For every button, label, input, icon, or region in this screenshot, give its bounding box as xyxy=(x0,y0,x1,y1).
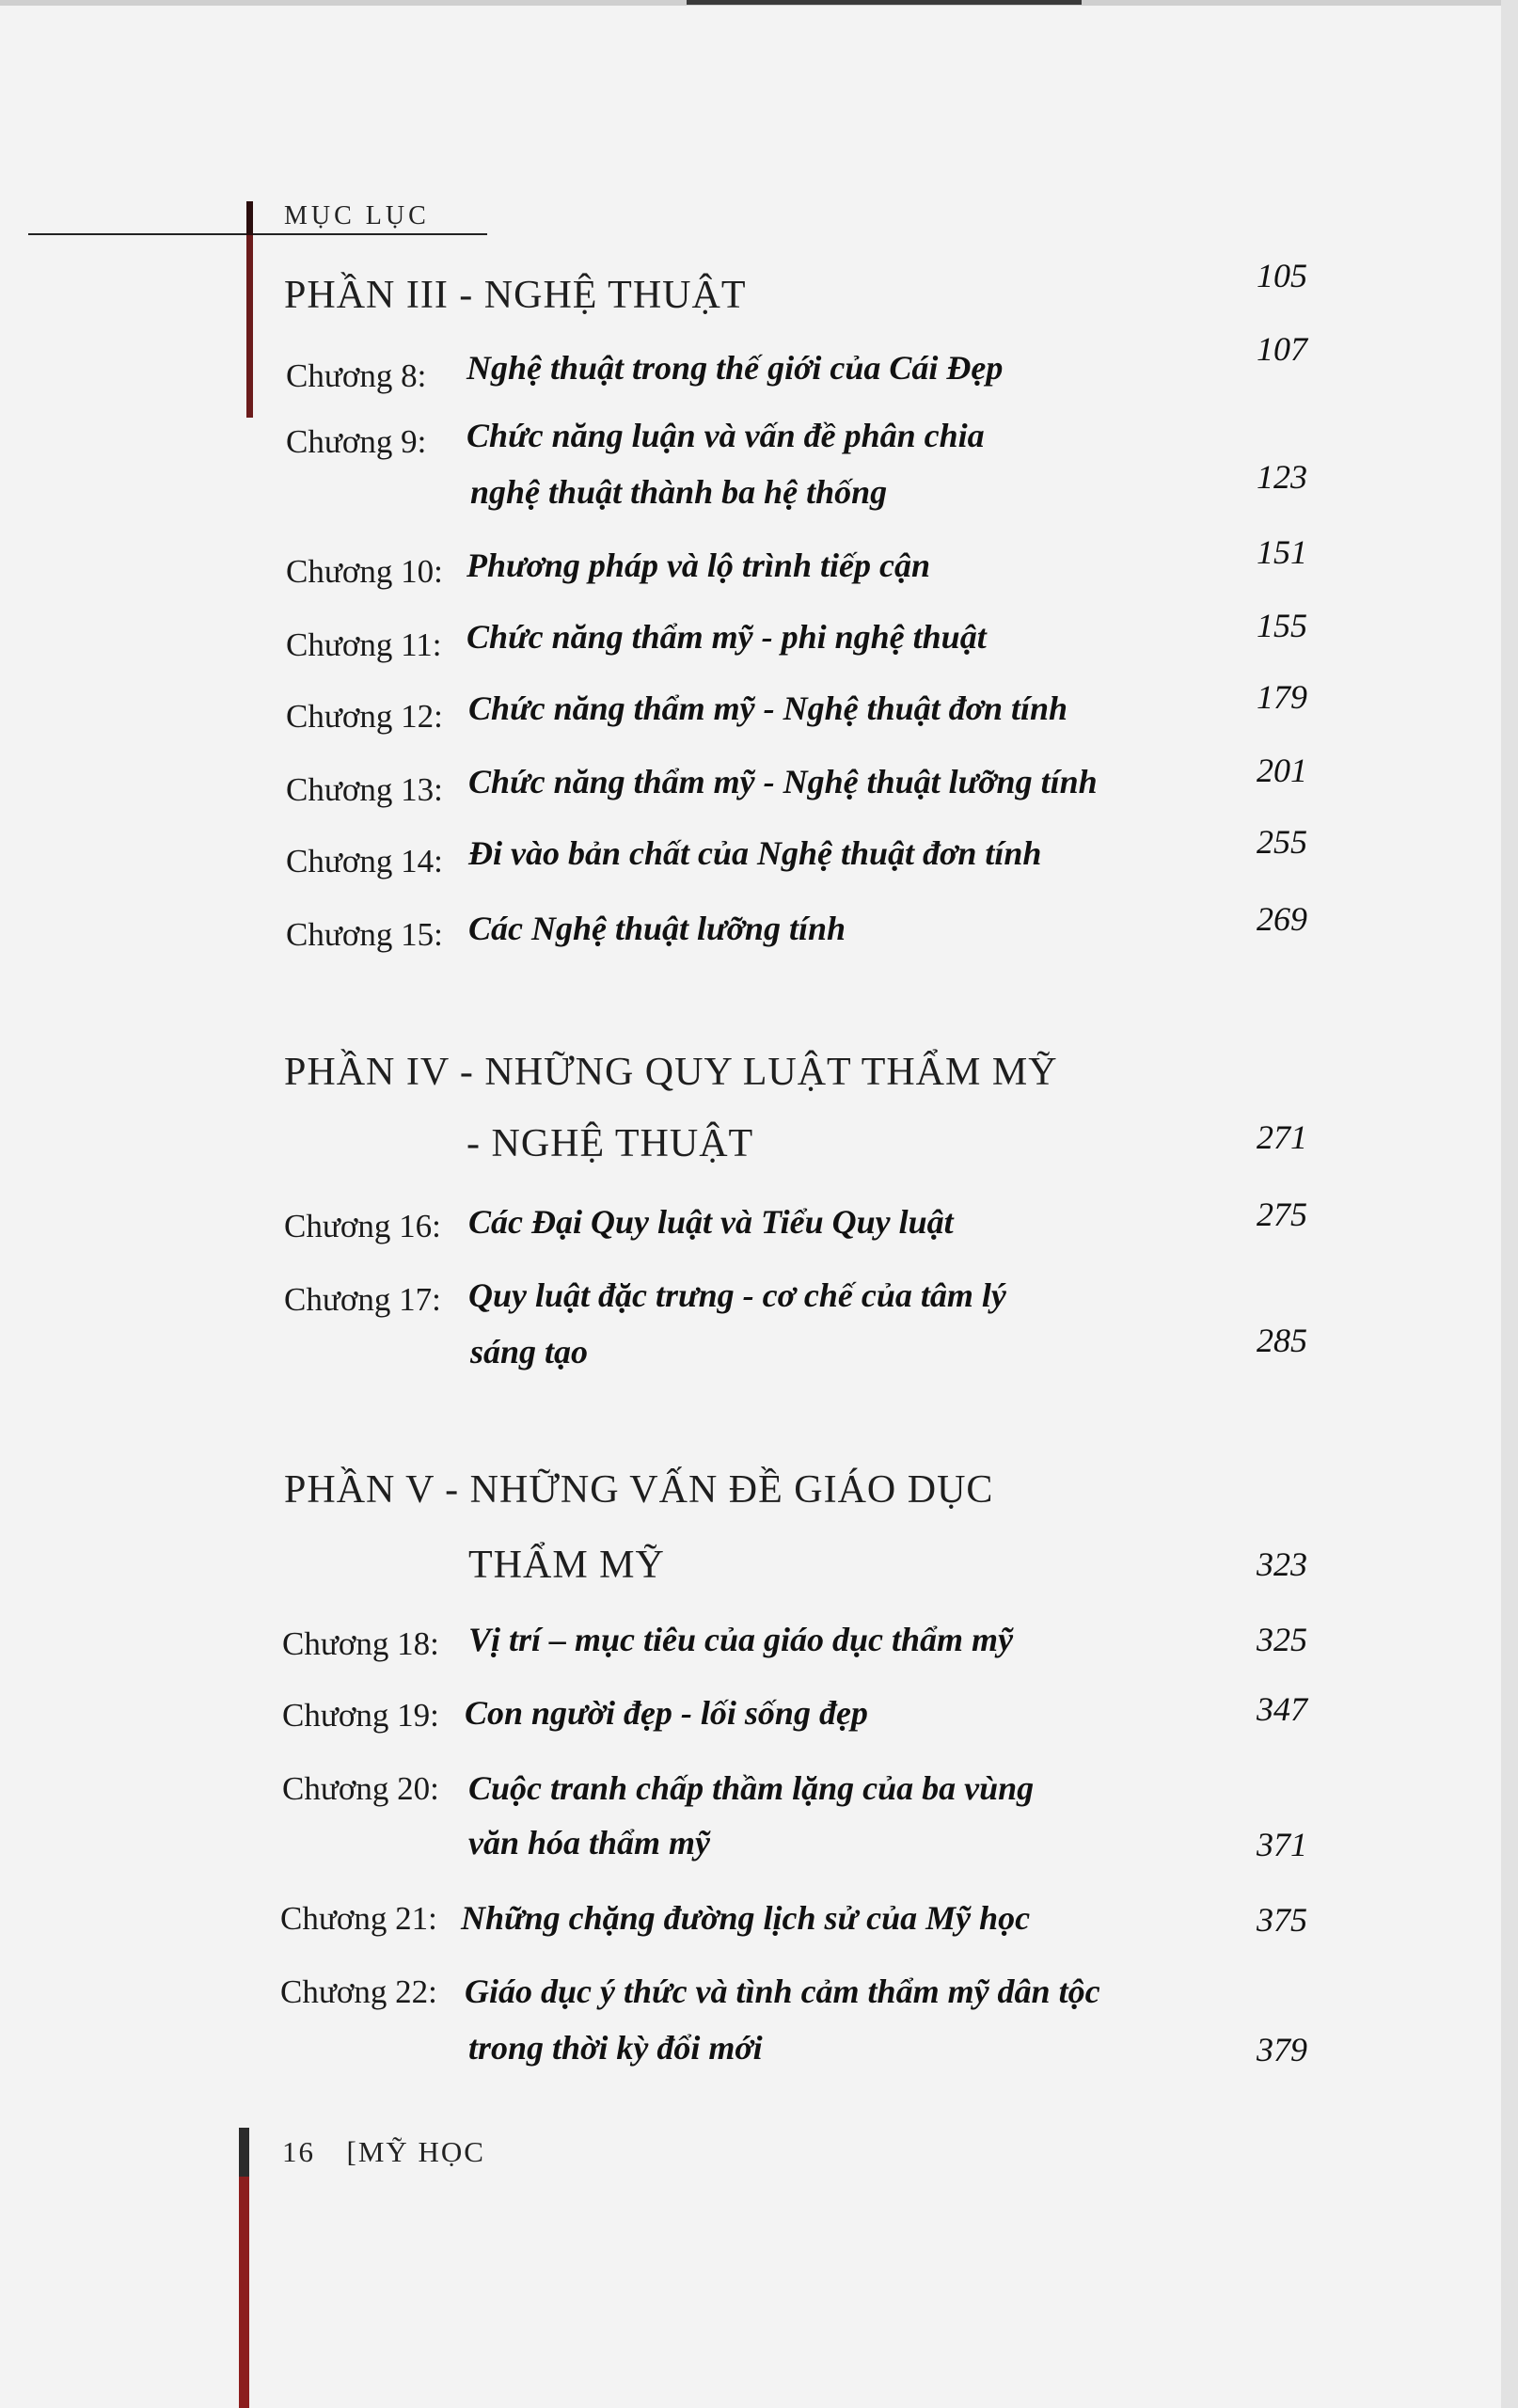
chapter-16-title: Các Đại Quy luật và Tiểu Quy luật xyxy=(468,1203,954,1241)
chapter-19-label: Chương 19: xyxy=(282,1697,439,1734)
chapter-14-title: Đi vào bản chất của Nghệ thuật đơn tính xyxy=(468,834,1042,872)
chapter-15-label: Chương 15: xyxy=(286,916,443,953)
chapter-16-page: 275 xyxy=(1257,1196,1307,1233)
chapter-8-title: Nghệ thuật trong thế giới của Cái Đẹp xyxy=(466,349,1004,387)
chapter-18-title: Vị trí – mục tiêu của giáo dục thẩm mỹ xyxy=(468,1621,1014,1658)
chapter-10-label: Chương 10: xyxy=(286,553,443,590)
chapter-15-page: 269 xyxy=(1257,900,1307,938)
chapter-12-label: Chương 12: xyxy=(286,698,443,735)
part-5-heading-line2: THẨM MỸ xyxy=(468,1544,665,1587)
part-3-heading: PHẦN III - NGHỆ THUẬT xyxy=(284,274,747,317)
part-3-page: 105 xyxy=(1257,257,1307,294)
part-4-page: 271 xyxy=(1257,1118,1307,1156)
chapter-14-label: Chương 14: xyxy=(286,843,443,879)
chapter-13-label: Chương 13: xyxy=(286,771,443,808)
right-edge xyxy=(1501,0,1518,2408)
footer-accent-cap xyxy=(239,2128,249,2177)
chapter-15-title: Các Nghệ thuật lưỡng tính xyxy=(468,910,846,947)
chapter-20-title-line1: Cuộc tranh chấp thầm lặng của ba vùng xyxy=(468,1769,1035,1807)
chapter-9-title-line1: Chức năng luận và vấn đề phân chia xyxy=(466,417,985,454)
chapter-17-title-line1: Quy luật đặc trưng - cơ chế của tâm lý xyxy=(468,1276,1006,1314)
chapter-20-title-line2: văn hóa thẩm mỹ xyxy=(468,1824,711,1861)
part-4-heading-line1: PHẦN IV - NHỮNG QUY LUẬT THẨM MỸ xyxy=(284,1051,1058,1094)
chapter-9-title-line2: nghệ thuật thành ba hệ thống xyxy=(470,473,888,511)
header-rule xyxy=(28,233,487,235)
chapter-21-label: Chương 21: xyxy=(280,1900,437,1937)
chapter-8-page: 107 xyxy=(1257,330,1307,368)
chapter-20-page: 371 xyxy=(1257,1826,1307,1863)
chapter-13-title: Chức năng thẩm mỹ - Nghệ thuật lưỡng tính xyxy=(468,763,1098,800)
part-5-page: 323 xyxy=(1257,1545,1307,1583)
header-label: MỤC LỤC xyxy=(284,201,430,230)
header-accent-cap xyxy=(246,201,253,235)
chapter-19-title: Con người đẹp - lối sống đẹp xyxy=(465,1694,868,1732)
top-shadow xyxy=(687,0,1082,5)
footer-page-number: 16 xyxy=(282,2135,315,2168)
chapter-17-title-line2: sáng tạo xyxy=(470,1333,589,1370)
chapter-21-page: 375 xyxy=(1257,1901,1307,1939)
chapter-18-page: 325 xyxy=(1257,1621,1307,1658)
chapter-20-label: Chương 20: xyxy=(282,1770,439,1807)
chapter-11-title: Chức năng thẩm mỹ - phi nghệ thuật xyxy=(466,618,987,656)
chapter-17-label: Chương 17: xyxy=(284,1281,441,1318)
chapter-16-label: Chương 16: xyxy=(284,1208,441,1244)
chapter-17-page: 285 xyxy=(1257,1322,1307,1359)
chapter-22-title-line1: Giáo dục ý thức và tình cảm thẩm mỹ dân tộc xyxy=(465,1972,1100,2010)
chapter-9-label: Chương 9: xyxy=(286,423,427,460)
part-4-heading-line2: - NGHỆ THUẬT xyxy=(466,1122,754,1165)
chapter-22-title-line2: trong thời kỳ đổi mới xyxy=(468,2029,763,2067)
footer-book-title: [MỸ HỌC xyxy=(346,2135,485,2168)
chapter-14-page: 255 xyxy=(1257,823,1307,861)
chapter-21-title: Những chặng đường lịch sử của Mỹ học xyxy=(461,1899,1031,1937)
chapter-12-title: Chức năng thẩm mỹ - Nghệ thuật đơn tính xyxy=(468,689,1068,727)
chapter-19-page: 347 xyxy=(1257,1690,1307,1728)
chapter-13-page: 201 xyxy=(1257,752,1307,789)
chapter-9-page: 123 xyxy=(1257,458,1307,496)
chapter-10-page: 151 xyxy=(1257,533,1307,571)
chapter-11-page: 155 xyxy=(1257,607,1307,644)
footer-folio xyxy=(282,2135,485,2169)
part-5-heading-line1: PHẦN V - NHỮNG VẤN ĐỀ GIÁO DỤC xyxy=(284,1468,994,1512)
chapter-8-label: Chương 8: xyxy=(286,357,427,394)
chapter-12-page: 179 xyxy=(1257,678,1307,716)
chapter-11-label: Chương 11: xyxy=(286,626,442,663)
chapter-22-label: Chương 22: xyxy=(280,1973,437,2010)
chapter-22-page: 379 xyxy=(1257,2031,1307,2068)
chapter-18-label: Chương 18: xyxy=(282,1625,439,1662)
chapter-10-title: Phương pháp và lộ trình tiếp cận xyxy=(466,547,930,584)
